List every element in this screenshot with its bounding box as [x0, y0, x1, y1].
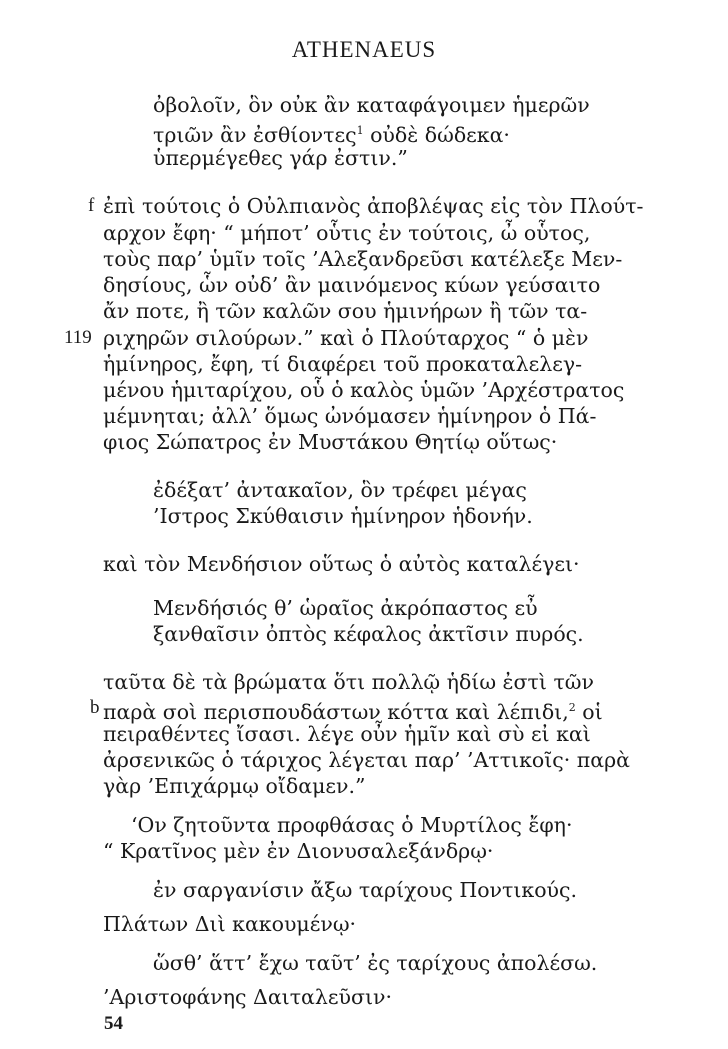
page-number: 54: [104, 1013, 123, 1034]
text-span: παρὰ σοὶ περισπουδάστων κόττα καὶ λέπιδι,: [103, 700, 569, 724]
text-span: οἱ: [575, 700, 603, 724]
text-line: ὑπερμέγεθες γάρ ἐστιν.”: [153, 146, 408, 170]
text-line: ταῦτα δὲ τὰ βρώματα ὅτι πολλῷ ἡδίω ἐστὶ τῶν: [103, 670, 594, 694]
margin-section-mark: f: [88, 195, 95, 216]
running-head: ATHENAEUS: [291, 37, 437, 62]
text-line: μένου ἡμιταρίχου, οὗ ὁ καλὸς ὑμῶν ’Αρχέστρατος: [103, 378, 625, 402]
text-line: τοὺς παρ’ ὑμῖν τοῖς ’Αλεξανδρεῦσι κατέλεξε Μεν-: [103, 247, 623, 271]
footnote-ref: 2: [568, 701, 576, 714]
text-line: ἡμίνηρος, ἔφη, τί διαφέρει τοῦ προκαταλελεγ-: [103, 352, 583, 376]
text-line: ριχηρῶν σιλούρων.” καὶ ὁ Πλούταρχος “ ὁ μὲν: [103, 326, 589, 350]
text-line: φιος Σώπατρος ἐν Μυστάκου Θητίῳ οὕτως·: [103, 430, 558, 454]
text-line: ὀβολοῖν, ὃν οὐκ ἂν καταφάγοιμεν ἡμερῶν: [153, 93, 590, 117]
text-line: “ Κρατῖνος μὲν ἐν Διονυσαλεξάνδρῳ·: [103, 839, 494, 863]
margin-page-number: 119: [64, 327, 92, 348]
verse-line: Μενδήσιός θ’ ὡραῖος ἀκρόπαστος εὖ: [153, 596, 538, 620]
text-line: ἄν ποτε, ἢ τῶν καλῶν σου ἡμινήρων ἢ τῶν τα-: [103, 299, 588, 323]
text-line: καὶ τὸν Μενδήσιον οὕτως ὁ αὐτὸς καταλέγει·: [103, 552, 580, 576]
text-span: οὐδὲ δώδεκα·: [363, 123, 510, 147]
margin-section-mark: b: [90, 697, 100, 718]
text-line: αρχον ἔφη· “ μήποτ’ οὗτις ἐν τούτοις, ὦ οὗτος,: [103, 221, 591, 245]
text-line: ’Αριστοφάνης Δαιταλεῦσιν·: [103, 985, 392, 1009]
text-line: ἐπὶ τούτοις ὁ Οὐλπιανὸς ἀποβλέψας εἰς τὸν Πλούτ-: [103, 194, 644, 218]
text-line: ‘Ον ζητοῦντα προφθάσας ὁ Μυρτίλος ἔφη·: [131, 813, 573, 837]
verse-line: ὥσθ’ ἅττ’ ἔχω ταῦτ’ ἐς ταρίχους ἀπολέσω.: [153, 951, 598, 975]
text-line: μέμνηται; ἀλλ’ ὅμως ὠνόμασεν ἡμίνηρον ὁ Πά-: [103, 404, 597, 428]
text-line: ἀρσενικῶς ὁ τάριχος λέγεται παρ’ ’Αττικοῖς· παρὰ: [103, 748, 631, 772]
text-line: Πλάτων Διὶ κακουμένῳ·: [103, 912, 357, 936]
text-line: [153, 118, 510, 148]
verse-line: ’Ιστρος Σκύθαισιν ἡμίνηρον ἡδονήν.: [153, 504, 533, 528]
text-line: γὰρ ’Επιχάρμῳ οἴδαμεν.”: [103, 774, 366, 798]
verse-line: ξανθαῖσιν ὀπτὸς κέφαλος ἀκτῖσιν πυρός.: [153, 622, 584, 646]
text-line: πειραθέντες ἴσασι. λέγε οὖν ἡμῖν καὶ σὺ εἰ καὶ: [103, 722, 591, 746]
verse-line: ἐν σαργανίσιν ἄξω ταρίχους Ποντικούς.: [153, 878, 578, 902]
footnote-ref: 1: [356, 124, 364, 137]
verse-line: ἐδέξατ’ ἀντακαῖον, ὃν τρέφει μέγας: [153, 478, 527, 502]
text-span: τριῶν ἂν ἐσθίοντες: [153, 123, 357, 147]
text-line: δησίους, ὧν οὐδ’ ἂν μαινόμενος κύων γεύσαιτο: [103, 273, 601, 297]
